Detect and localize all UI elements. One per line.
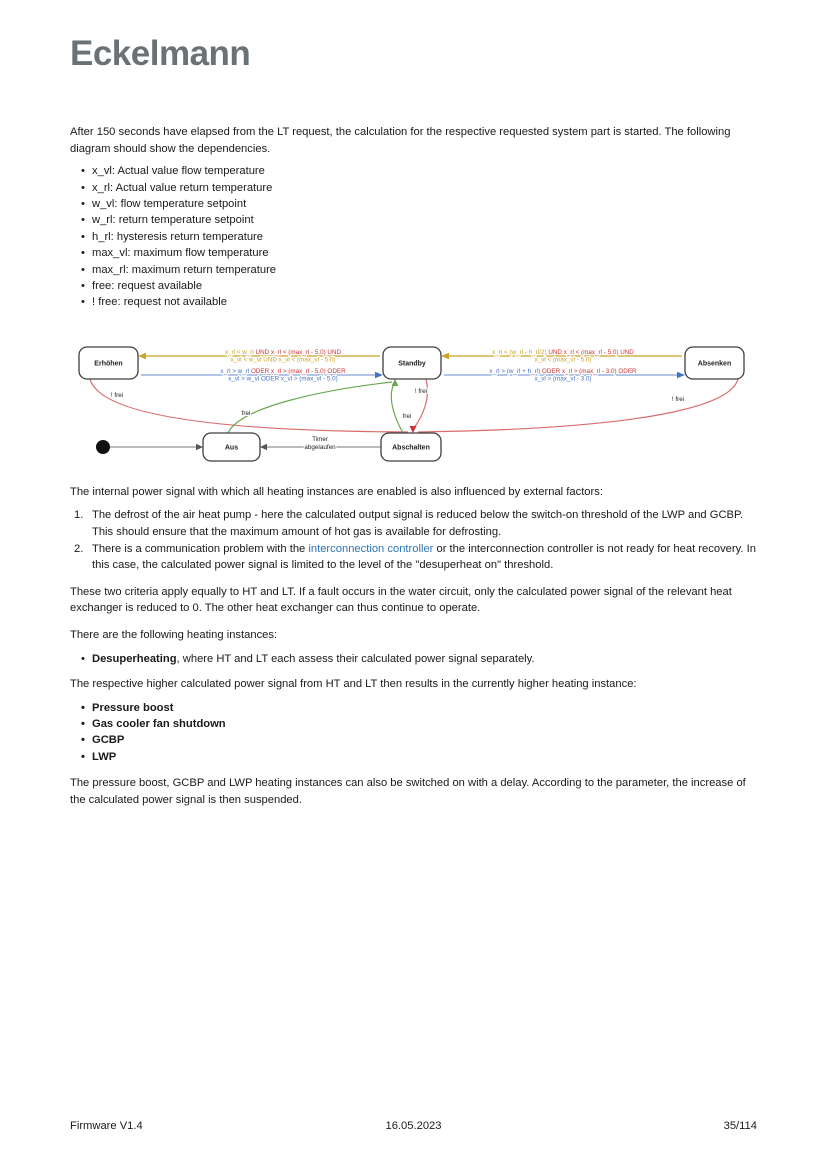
list-item: • free: request available (70, 278, 757, 294)
state-abschalten (381, 433, 441, 461)
list-item: 2. There is a communication problem with the interconnection controller or the interconnection controller is not ready for heat recovery. In this case, the calculated power signal is limited to the level of the "desuperheat on" threshold. (74, 542, 756, 572)
interconnection-controller-link[interactable]: interconnection controller (308, 542, 434, 555)
label-frei-abschalten: frei (402, 412, 412, 420)
arrowhead-icon (196, 444, 203, 450)
external-factors-list (70, 507, 757, 573)
list-item: • LWP (70, 749, 757, 765)
condition-absenken-to-standby-line2: x_vl < (max_vl - 5.0) (534, 356, 592, 364)
list-item: • max_vl: maximum flow temperature (70, 245, 757, 261)
state-erhoehen (79, 347, 138, 379)
footer-date: 16.05.2023 (385, 1120, 442, 1132)
heating-instances-list (70, 700, 757, 766)
state-absenken (685, 347, 744, 379)
svg-text:Standby: Standby (398, 360, 426, 368)
external-factors-intro: The internal power signal with which all heating instances are enabled is also influenced by external factors: (70, 485, 603, 498)
label-timer: Timer (312, 435, 328, 443)
delay-paragraph: The pressure boost, GCBP and LWP heating instances can also be switched on with a delay. According to the parameter, the increase of the calculated power signal is then suspended. (70, 777, 746, 806)
state-diagram-svg (70, 337, 757, 469)
intro-paragraph: After 150 seconds have elapsed from the LT request, the calculation for the respective requested system part is started. The following diagram should show the dependencies. (70, 126, 731, 155)
footer-firmware-version: Firmware V1.4 (70, 1120, 143, 1132)
initial-transition (96, 440, 203, 454)
list-item: • ! free: request not available (70, 294, 757, 310)
desuperheating-list (70, 651, 757, 667)
variable-legend-list (70, 163, 757, 311)
label-not-frei-erhoehen: ! frei (110, 391, 124, 399)
list-item: • GCBP (70, 732, 757, 748)
arrowhead-icon (441, 353, 449, 359)
company-logo: Eckelmann (70, 34, 251, 73)
label-frei-aus: frei (241, 409, 251, 417)
transition-abschalten-to-standby (391, 379, 403, 433)
list-item: • max_rl: maximum return temperature (70, 262, 757, 278)
initial-state-dot (96, 440, 110, 454)
label-not-frei-absenken: ! frei (671, 395, 685, 403)
arrowhead-icon (138, 353, 146, 359)
arrowhead-icon (392, 379, 399, 386)
list-item: • Gas cooler fan shutdown (70, 716, 757, 732)
condition-erhoehen-to-standby-line2: x_vl > w_vl ODER x_vl > (max_vl - 5.0) (228, 375, 338, 383)
condition-standby-to-erhoehen: x_rl < w_rl UND x_rl < (max_rl - 5.0) UND (224, 348, 342, 356)
transition-absenken-to-abschalten (418, 379, 738, 432)
state-standby (383, 347, 441, 379)
list-item: 1. The defrost of the air heat pump - here the calculated output signal is reduced below the switch-on threshold of the LWP and GCBP. This should ensure that the maximum amount of hot gas is available for defrosting. (74, 509, 744, 539)
list-item: • w_rl: return temperature setpoint (70, 212, 757, 228)
state-aus (203, 433, 260, 461)
list-item: • Pressure boost (70, 700, 757, 716)
arrowhead-icon (260, 444, 267, 450)
higher-signal-paragraph: The respective higher calculated power signal from HT and LT then results in the currently higher heating instance: (70, 678, 637, 690)
svg-text:Erhöhen: Erhöhen (94, 360, 123, 368)
svg-text:Aus: Aus (224, 444, 239, 452)
svg-text:Absenken: Absenken (697, 360, 732, 368)
transition-aus-to-standby (228, 382, 392, 433)
condition-standby-to-absenken: x_rl > (w_rl + h_rl) ODER x_rl > (max_rl - 3.0) ODER (489, 367, 637, 375)
arrowhead-icon (410, 426, 417, 433)
list-item: • w_vl: flow temperature setpoint (70, 196, 757, 212)
condition-standby-to-absenken-line2: x_vl > (max_vl - 3.0) (534, 375, 592, 383)
condition-absenken-to-standby: x_rl < (w_rl - h_rl/2) UND x_rl < (max_rl - 5.0) UND (492, 348, 634, 356)
state-diagram (70, 337, 757, 469)
svg-text:Abschalten: Abschalten (392, 444, 430, 452)
label-not-frei-standby: ! frei (414, 387, 428, 395)
instances-intro: There are the following heating instances: (70, 629, 278, 641)
condition-erhoehen-to-standby: x_rl > w_rl ODER x_rl > (max_rl - 5.0) ODER (220, 367, 346, 375)
transition-erhoehen-to-abschalten (90, 379, 408, 432)
list-item: • h_rl: hysteresis return temperature (70, 229, 757, 245)
list-item: • x_vl: Actual value flow temperature (70, 163, 757, 179)
criteria-paragraph: These two criteria apply equally to HT and LT. If a fault occurs in the water circuit, only the calculated power signal of the relevant heat exchanger is reduced to 0. The other heat exchanger can thus continue to operate. (70, 585, 732, 615)
arrowhead-icon (677, 372, 685, 378)
page-footer (70, 1119, 757, 1133)
condition-standby-to-erhoehen-line2: x_vl < w_vl UND x_vl < (max_vl - 5.0) (230, 356, 336, 364)
footer-page-number: 35/114 (723, 1120, 757, 1132)
label-timer-abgelaufen: abgelaufen (304, 443, 336, 451)
arrowhead-icon (375, 372, 383, 378)
list-item: • x_rl: Actual value return temperature (70, 180, 757, 196)
list-item: • Desuperheating, where HT and LT each assess their calculated power signal separately. (70, 651, 757, 667)
